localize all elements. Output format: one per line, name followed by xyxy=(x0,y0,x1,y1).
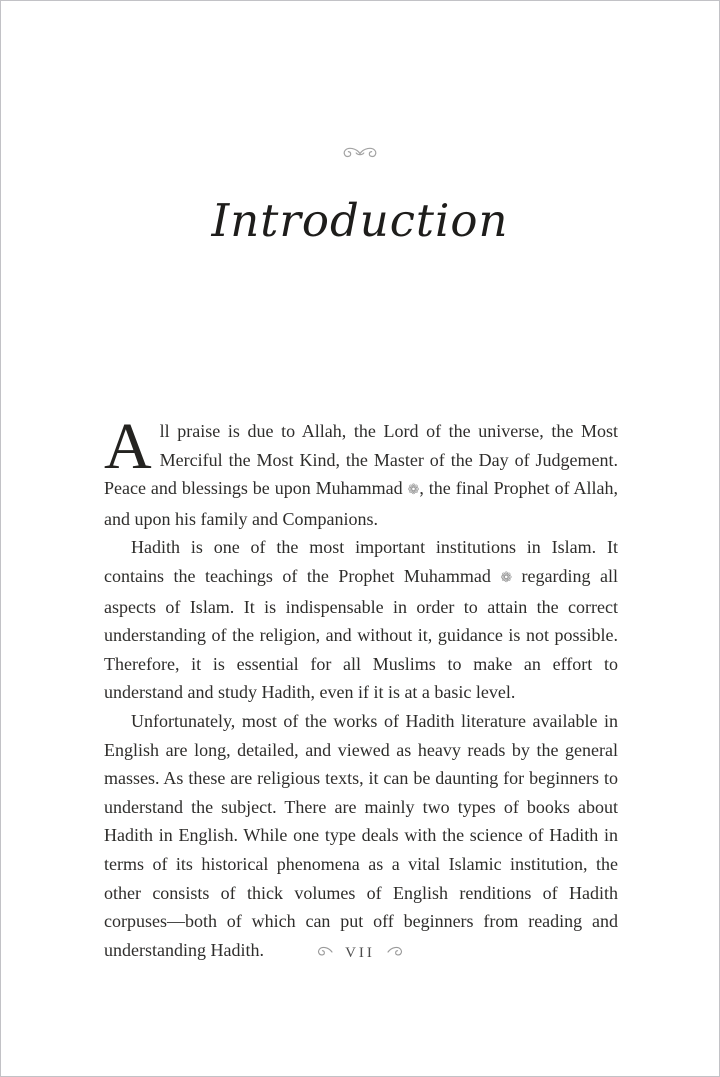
paragraph-2-text: Hadith is one of the most important institutions in Islam. It contains the teachings of the Prophet Muhammad xyxy=(104,537,618,586)
paragraph-2-text-cont: regarding all aspects of Islam. It is indispensable in order to attain the correct understanding of the religion, and without it, guidance is not possible. Therefore, it is essential for all Muslims to make an effort to understand and study Hadith, even if it is at a basic level. xyxy=(104,565,618,703)
curl-icon xyxy=(386,944,404,958)
top-flourish-ornament xyxy=(1,145,719,166)
flourish-icon xyxy=(336,145,384,161)
paragraph-1-text: ll praise is due to Allah, the Lord of the universe, the Most Merciful the Most Kind, the Master of the Day of Judgement. Peace and blessings be upon Muhammad xyxy=(104,421,618,499)
chapter-title: Introduction xyxy=(211,194,509,247)
right-curl-ornament xyxy=(386,944,404,963)
page-footer xyxy=(1,944,719,963)
drop-cap: A xyxy=(104,410,152,483)
paragraph-3: Unfortunately, most of the works of Hadith literature available in English are long, detailed, and viewed as heavy reads by the general masses. As these are religious texts, it can be daunting for beginners to understand the subject. There are mainly two types of books about Hadith in English. While one type deals with the science of Hadith in terms of its historical phenomena as a vital Islamic institution, the other consists of thick volumes of English renditions of Hadith corpuses—both of which can put off beginners from reading and understanding Hadith. xyxy=(104,710,618,960)
curl-icon xyxy=(316,944,334,958)
body-text xyxy=(104,410,618,964)
saw-honorific-icon: ❁ xyxy=(500,569,513,586)
left-curl-ornament xyxy=(316,944,334,963)
paragraph-1-text-cont: , the final Prophet of Allah, and upon his family and Companions. xyxy=(104,478,618,529)
paragraph-2 xyxy=(104,533,618,707)
page-number: VII xyxy=(345,945,375,961)
saw-honorific-icon: ❁ xyxy=(407,482,420,499)
paragraph-1 xyxy=(104,410,618,533)
